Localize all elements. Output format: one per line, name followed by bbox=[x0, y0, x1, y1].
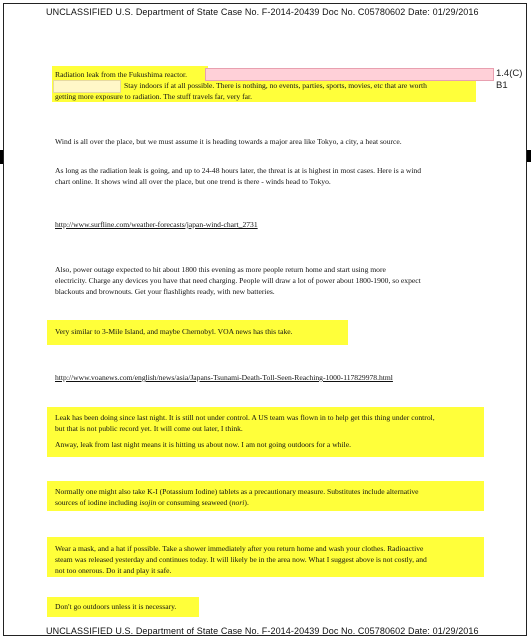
p7-isojin: isojin bbox=[139, 498, 157, 507]
redaction-box-top bbox=[205, 68, 494, 81]
p3-line1: As long as the radiation leak is going, and up to 24-48 hours later, the threat is at is highest in most cases. Here is a wind bbox=[55, 166, 422, 175]
p6-line3: Anway, leak from last night means it is hitting us about now. I am not going outdoors for a while. bbox=[55, 440, 351, 449]
p7-line2-a: sources of iodine including bbox=[55, 498, 140, 507]
p7-line1: Normally one might also take K-I (Potassium Iodine) tablets as a precautionary measure. Substitutes include alternative bbox=[55, 487, 419, 496]
p7-line2 bbox=[55, 498, 249, 509]
p6-line2: but that is not public record yet. It will come out later, I think. bbox=[55, 424, 243, 433]
p7-line2-c: or consuming seaweed ( bbox=[156, 498, 232, 507]
p7-nori: nori bbox=[231, 498, 245, 507]
p8-line3: not too onerous. Do it and play it safe. bbox=[55, 566, 172, 575]
p6-line1: Leak has been doing since last night. It is still not under control. A US team was flown in to help get this thing under control, bbox=[55, 413, 435, 422]
p2: Wind is all over the place, but we must assume it is heading towards a major area like Tokyo, a city, a heat source. bbox=[55, 137, 402, 146]
p1-line3: getting more exposure to radiation. The stuff travels far, very far. bbox=[55, 92, 252, 101]
p8-line1: Wear a mask, and a hat if possible. Take a shower immediately after you return home and wash your clothes. Radioactive bbox=[55, 544, 424, 553]
p3-line2: chart online. It shows wind all over the place, but one trend is there - winds head to Tokyo. bbox=[55, 177, 331, 186]
document-footer: UNCLASSIFIED U.S. Department of State Case No. F-2014-20439 Doc No. C05780602 Date: 01/29/2016 bbox=[46, 626, 479, 636]
p1-line1: Radiation leak from the Fukushima reactor. bbox=[55, 70, 188, 79]
p7-line2-e: ). bbox=[244, 498, 249, 507]
p8-line2: steam was released yesterday and continues today. It will likely be in the area now. What I suggest above is not costly, and bbox=[55, 555, 427, 564]
p4-line2: electricity. Charge any devices you have that need charging. People will draw a lot of power about 1800-1900, so expect bbox=[55, 276, 421, 285]
p4-line1: Also, power outage expected to hit about 1800 this evening as more people return home and start using more bbox=[55, 265, 386, 274]
link-surfline[interactable]: http://www.surfline.com/weather-forecasts/japan-wind-chart_2731 bbox=[55, 220, 258, 229]
scan-edge-mark-right bbox=[527, 150, 531, 162]
p5: Very similar to 3-Mile Island, and maybe Chernobyl. VOA news has this take. bbox=[55, 327, 293, 336]
exemption-code bbox=[496, 68, 522, 92]
link-voanews[interactable]: http://www.voanews.com/english/news/asia/Japans-Tsunami-Death-Toll-Seen-Reaching-1000-117829978.html bbox=[55, 373, 393, 382]
exemption-code-line1: 1.4(C) bbox=[496, 68, 523, 79]
exemption-code-line2: B1 bbox=[496, 80, 508, 91]
p1-line2: Stay indoors if at all possible. There is nothing, no events, parties, sports, movies, etc that are worth bbox=[124, 81, 427, 90]
scan-edge-mark-left bbox=[0, 150, 3, 164]
p4-line3: blackouts and brownouts. Get your flashlights ready, with new batteries. bbox=[55, 287, 275, 296]
p9: Don't go outdoors unless it is necessary. bbox=[55, 602, 177, 611]
document-header: UNCLASSIFIED U.S. Department of State Case No. F-2014-20439 Doc No. C05780602 Date: 01/29/2016 bbox=[46, 7, 479, 17]
